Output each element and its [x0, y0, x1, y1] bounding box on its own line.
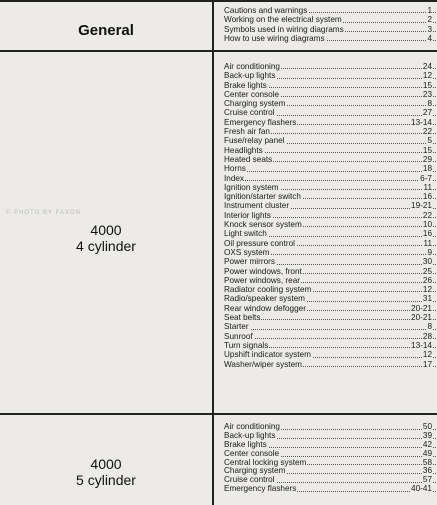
toc-entry-page: 1 — [427, 6, 432, 15]
toc-entry-page: 2 — [427, 15, 432, 25]
toc-entry[interactable] — [224, 15, 436, 24]
toc-entry-title: Center console — [224, 449, 280, 458]
toc-entry-title: Brake lights — [224, 440, 267, 449]
toc-entry[interactable] — [224, 441, 436, 450]
toc-entry-title: Upshift indicator system — [224, 350, 311, 360]
toc-entry-page: 27 — [422, 108, 432, 118]
toc-entry-title: Brake lights — [224, 80, 267, 90]
toc-entry-page: 36 — [422, 467, 432, 476]
toc-entry-title: Starter — [224, 322, 249, 332]
toc-entry[interactable] — [224, 108, 436, 117]
toc-entry-page: 17 — [422, 359, 432, 369]
toc-entry[interactable] — [224, 90, 436, 99]
toc-entry-title: Central locking system — [224, 458, 307, 467]
toc-entry-title: Radiator cooling system — [224, 285, 312, 295]
toc-entry-title: Back-up lights — [224, 71, 276, 81]
toc-entry[interactable] — [224, 432, 436, 441]
toc-entry-page: 11 — [423, 238, 432, 248]
toc-entry-page: 39 — [422, 431, 432, 440]
toc-4000-4cyl — [224, 62, 436, 369]
toc-entry-title: Center console — [224, 89, 280, 99]
toc-entry-page: 11 — [423, 182, 432, 192]
toc-entry-page: 5 — [427, 136, 432, 146]
dot-leader — [224, 180, 436, 181]
toc-entry-page: 8 — [427, 99, 432, 109]
toc-entry-page: 23 — [422, 89, 432, 99]
toc-entry[interactable] — [224, 485, 436, 494]
toc-entry-title: Oil pressure control — [224, 238, 295, 248]
toc-entry-page: 18 — [422, 164, 432, 174]
toc-entry[interactable] — [224, 229, 436, 238]
toc-entry-page: 4 — [427, 33, 432, 43]
toc-entry-title: Instrument cluster — [224, 201, 290, 211]
toc-entry[interactable] — [224, 294, 436, 303]
toc-entry[interactable] — [224, 248, 436, 257]
toc-entry-title: Air conditioning — [224, 62, 280, 71]
toc-entry[interactable] — [224, 34, 436, 43]
toc-entry-title: Power mirrors — [224, 257, 275, 267]
toc-entry-title: Radio/speaker system — [224, 294, 305, 304]
section-title-engine: 5 cylinder — [76, 472, 136, 488]
toc-entry-page: 42 — [422, 440, 432, 449]
toc-entry[interactable] — [224, 322, 436, 331]
toc-entry-title: Heated seats — [224, 154, 273, 164]
toc-entry[interactable] — [224, 201, 436, 210]
section-divider-general — [0, 50, 437, 52]
toc-entry-title: Horns — [224, 164, 246, 174]
toc-entry-title: Working on the electrical system — [224, 15, 342, 25]
toc-entry[interactable] — [224, 360, 436, 369]
toc-entry[interactable] — [224, 220, 436, 229]
toc-entry-page: 12 — [422, 285, 432, 295]
toc-entry-title: Fuse/relay panel — [224, 136, 285, 146]
dot-leader — [224, 338, 436, 339]
toc-entry-page: 22 — [422, 210, 432, 220]
toc-entry-page: 29 — [422, 154, 432, 164]
toc-entry-page: 28 — [422, 331, 432, 341]
toc-entry-title: Light switch — [224, 229, 267, 239]
toc-entry-page: 50 — [422, 423, 432, 431]
toc-entry-title: Cautions and warnings — [224, 6, 308, 15]
toc-entry-title: Interior lights — [224, 210, 271, 220]
section-title-model: 4000 — [90, 222, 122, 238]
toc-entry-title: Ignition system — [224, 182, 279, 192]
toc-entry-page: 16 — [422, 192, 432, 202]
dot-leader — [224, 171, 436, 172]
toc-entry-page: 15 — [422, 145, 432, 155]
toc-entry[interactable] — [224, 6, 436, 15]
toc-entry-page: 25 — [422, 266, 432, 276]
toc-entry-title: Fresh air fan — [224, 127, 270, 137]
toc-entry[interactable] — [224, 332, 436, 341]
toc-entry-page: 15 — [422, 80, 432, 90]
section-divider-4cyl — [0, 413, 437, 415]
toc-entry-title: Power windows, front — [224, 266, 302, 276]
toc-entry[interactable] — [224, 450, 436, 459]
toc-entry-page: 58 — [422, 458, 432, 467]
toc-entry-page: 12 — [422, 71, 432, 81]
toc-entry[interactable] — [224, 155, 436, 164]
toc-entry-page: 40-41 — [411, 485, 432, 494]
toc-entry[interactable] — [224, 423, 436, 432]
toc-entry[interactable] — [224, 467, 436, 476]
toc-entry[interactable] — [224, 267, 436, 276]
toc-entry-title: Knock sensor system — [224, 220, 302, 230]
toc-entry[interactable] — [224, 350, 436, 359]
toc-entry-page: 31 — [422, 294, 432, 304]
toc-entry-title: Emergency flashers — [224, 485, 297, 494]
toc-entry-page: 19-21 — [411, 201, 432, 211]
toc-entry-title: OXS system — [224, 247, 270, 257]
section-title-model: 4000 — [90, 456, 122, 472]
toc-entry-title: Cruise control — [224, 108, 275, 118]
toc-entry[interactable] — [224, 164, 436, 173]
toc-entry-title: Power windows, rear — [224, 275, 300, 285]
toc-entry-title: Charging system — [224, 99, 286, 109]
toc-entry-page: 26 — [422, 275, 432, 285]
toc-entry[interactable] — [224, 476, 436, 485]
toc-entry-title: Washer/wiper system — [224, 359, 302, 369]
toc-entry-page: 9 — [427, 247, 432, 257]
section-title-general: General — [78, 22, 134, 39]
toc-4000-5cyl — [224, 423, 436, 494]
toc-entry[interactable] — [224, 62, 436, 71]
toc-entry-page: 49 — [422, 449, 432, 458]
toc-entry-page: 13-14 — [411, 117, 432, 127]
toc-entry[interactable] — [224, 257, 436, 266]
toc-entry-page: 8 — [427, 322, 432, 332]
toc-entry-title: Emergency flashers — [224, 117, 297, 127]
section-title-4000-5cyl — [0, 456, 212, 488]
toc-entry[interactable] — [224, 459, 436, 468]
toc-entry[interactable] — [224, 313, 436, 322]
dot-leader — [224, 329, 436, 330]
toc-entry[interactable] — [224, 304, 436, 313]
column-divider — [212, 0, 214, 505]
toc-entry-title: Symbols used in wiring diagrams — [224, 24, 344, 34]
toc-general — [224, 6, 436, 43]
toc-entry-page: 24 — [422, 62, 432, 71]
toc-entry[interactable] — [224, 239, 436, 248]
toc-entry-title: Ignition/starter switch — [224, 192, 301, 202]
toc-entry[interactable] — [224, 192, 436, 201]
toc-entry-page: 16 — [422, 229, 432, 239]
toc-entry-title: How to use wiring diagrams — [224, 33, 325, 43]
toc-entry-page: 20-21 — [411, 303, 432, 313]
toc-entry[interactable] — [224, 81, 436, 90]
toc-entry-title: Seat belts — [224, 313, 261, 323]
toc-entry[interactable] — [224, 118, 436, 127]
toc-entry[interactable] — [224, 276, 436, 285]
toc-entry[interactable] — [224, 136, 436, 145]
toc-entry[interactable] — [224, 25, 436, 34]
toc-entry[interactable] — [224, 71, 436, 80]
toc-entry-page: 22 — [422, 127, 432, 137]
photo-watermark: © PHOTO BY FAXON — [6, 210, 81, 216]
toc-entry-title: Rear window defogger — [224, 303, 306, 313]
toc-entry-title: Air conditioning — [224, 423, 280, 431]
toc-entry-page: 57 — [422, 476, 432, 485]
toc-entry-page: 13-14 — [411, 340, 432, 350]
toc-entry[interactable] — [224, 174, 436, 183]
toc-entry-page: 30 — [422, 257, 432, 267]
toc-entry[interactable] — [224, 99, 436, 108]
top-rule — [0, 0, 437, 2]
toc-entry-page: 12 — [422, 350, 432, 360]
section-title-4000-4cyl — [0, 222, 212, 254]
toc-entry-title: Index — [224, 173, 245, 183]
toc-entry-title: Sunroof — [224, 331, 253, 341]
toc-entry-page: 10 — [422, 220, 432, 230]
toc-entry[interactable] — [224, 183, 436, 192]
toc-entry-title: Turn signals — [224, 340, 269, 350]
toc-entry-page: 3 — [427, 24, 432, 34]
toc-entry-page: 6-7 — [420, 173, 432, 183]
section-title-engine: 4 cylinder — [76, 238, 136, 254]
toc-entry-page: 20-21 — [411, 313, 432, 323]
toc-entry-title: Back-up lights — [224, 431, 276, 440]
toc-entry[interactable] — [224, 285, 436, 294]
toc-entry-title: Cruise control — [224, 476, 275, 485]
toc-entry-title: Charging system — [224, 467, 286, 476]
toc-entry[interactable] — [224, 211, 436, 220]
toc-entry-title: Headlights — [224, 145, 263, 155]
toc-entry[interactable] — [224, 146, 436, 155]
toc-entry[interactable] — [224, 127, 436, 136]
toc-entry[interactable] — [224, 341, 436, 350]
